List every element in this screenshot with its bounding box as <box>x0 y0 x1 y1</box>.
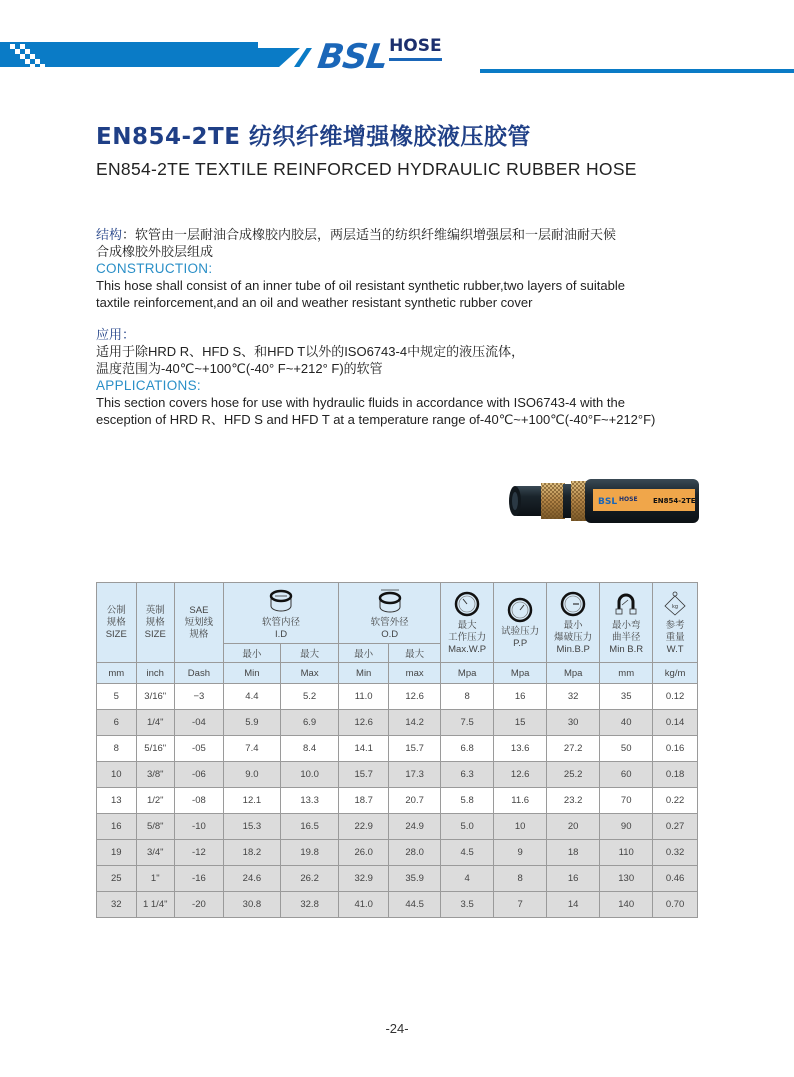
table-cell: 3.5 <box>441 892 494 918</box>
table-cell: 5 <box>97 684 137 710</box>
spec-table-body <box>97 684 698 918</box>
table-cell: 5.0 <box>441 814 494 840</box>
table-cell: 32 <box>97 892 137 918</box>
logo-bsl-text: BSL <box>315 37 390 77</box>
table-cell: 60 <box>600 762 653 788</box>
col-outer-diameter: 软管外径 O.D <box>339 583 441 644</box>
table-row <box>97 684 698 710</box>
checker-square <box>35 69 40 74</box>
table-cell: 8.4 <box>281 736 339 762</box>
table-cell: 25 <box>97 866 137 892</box>
table-cell: -08 <box>174 788 223 814</box>
table-row <box>97 788 698 814</box>
table-cell: 15.7 <box>389 736 441 762</box>
table-cell: 3/4" <box>136 840 174 866</box>
table-cell: 19 <box>97 840 137 866</box>
table-cell: 0.27 <box>653 814 698 840</box>
table-cell: 4.5 <box>441 840 494 866</box>
table-row <box>97 736 698 762</box>
table-cell: 7.5 <box>441 710 494 736</box>
table-row <box>97 892 698 918</box>
construction-label-en: CONSTRUCTION: <box>96 261 213 276</box>
table-cell: 12.6 <box>494 762 547 788</box>
table-cell: 110 <box>600 840 653 866</box>
table-cell: -06 <box>174 762 223 788</box>
table-cell: 4.4 <box>223 684 280 710</box>
unit-cell: max <box>389 663 441 684</box>
table-cell: 130 <box>600 866 653 892</box>
table-cell: 7 <box>494 892 547 918</box>
subheader-od-max: 最大 <box>389 644 441 663</box>
table-cell: 24.9 <box>389 814 441 840</box>
table-cell: 32.8 <box>281 892 339 918</box>
table-cell: −3 <box>174 684 223 710</box>
col-size-inch: 英制 规格 SIZE <box>136 583 174 663</box>
table-cell: 25.2 <box>547 762 600 788</box>
table-cell: 0.12 <box>653 684 698 710</box>
unit-cell: Min <box>223 663 280 684</box>
table-cell: 5.9 <box>223 710 280 736</box>
page-number: -24- <box>385 1021 409 1036</box>
table-cell: 5/16" <box>136 736 174 762</box>
table-cell: 1 1/4" <box>136 892 174 918</box>
table-cell: 10.0 <box>281 762 339 788</box>
table-cell: 19.8 <box>281 840 339 866</box>
page-title-cn: EN854-2TE 纺织纤维增强橡胶液压胶管 <box>96 124 531 150</box>
table-cell: 6.3 <box>441 762 494 788</box>
table-cell: 17.3 <box>389 762 441 788</box>
table-cell: 70 <box>600 788 653 814</box>
col-inner-diameter: 软管内径 I.D <box>223 583 338 644</box>
spec-table <box>96 582 698 918</box>
table-cell: 15 <box>494 710 547 736</box>
table-row <box>97 762 698 788</box>
table-cell: 6.9 <box>281 710 339 736</box>
table-cell: 50 <box>600 736 653 762</box>
svg-text:BSL: BSL <box>598 497 618 507</box>
unit-cell: mm <box>600 663 653 684</box>
unit-cell: Mpa <box>441 663 494 684</box>
table-cell: 16.5 <box>281 814 339 840</box>
table-cell: 9 <box>494 840 547 866</box>
table-cell: -05 <box>174 736 223 762</box>
applications-text-cn-1: 适用于除HRD R、HFD S、和HFD T以外的ISO6743-4中规定的液压流体， <box>96 344 525 359</box>
table-cell: 12.1 <box>223 788 280 814</box>
table-cell: 3/16" <box>136 684 174 710</box>
table-cell: 5.2 <box>281 684 339 710</box>
header-rule <box>480 69 794 73</box>
construction-label-cn: 结构 <box>96 227 123 242</box>
table-cell: 5/8" <box>136 814 174 840</box>
table-cell: 27.2 <box>547 736 600 762</box>
pressure-gauge-icon <box>507 597 533 623</box>
applications-label-cn: 应用： <box>96 327 136 342</box>
unit-cell: Max <box>281 663 339 684</box>
subheader-id-max: 最大 <box>281 644 339 663</box>
table-cell: 5.8 <box>441 788 494 814</box>
table-cell: 10 <box>97 762 137 788</box>
table-cell: 8 <box>441 684 494 710</box>
table-cell: 14 <box>547 892 600 918</box>
col-weight: kg 参考 重量 W.T <box>653 583 698 663</box>
table-cell: 41.0 <box>339 892 389 918</box>
table-cell: 0.22 <box>653 788 698 814</box>
unit-cell: kg/m <box>653 663 698 684</box>
table-cell: 1/4" <box>136 710 174 736</box>
table-cell: 14.1 <box>339 736 389 762</box>
checker-pattern <box>10 44 60 74</box>
table-cell: 30 <box>547 710 600 736</box>
construction-text-en-2: taxtile reinforcement,and an oil and weather resistant synthetic rubber cover <box>96 295 533 310</box>
table-cell: 11.6 <box>494 788 547 814</box>
brand-logo <box>315 36 442 77</box>
table-cell: 40 <box>600 710 653 736</box>
col-proof-pressure: 试验压力 P.P <box>494 583 547 663</box>
col-max-working-pressure: 最大 工作压力 Max.W.P <box>441 583 494 663</box>
table-row <box>97 840 698 866</box>
units-row <box>97 663 698 684</box>
table-cell: 3/8" <box>136 762 174 788</box>
unit-cell: Mpa <box>494 663 547 684</box>
applications-text-cn-2: 温度范围为-40℃~+100℃(-40° F~+212° F)的软管 <box>96 361 383 376</box>
table-cell: 0.18 <box>653 762 698 788</box>
table-cell: 16 <box>494 684 547 710</box>
bend-radius-icon <box>613 591 639 617</box>
unit-cell: mm <box>97 663 137 684</box>
table-cell: 23.2 <box>547 788 600 814</box>
table-cell: 16 <box>97 814 137 840</box>
table-cell: 14.2 <box>389 710 441 736</box>
construction-text-cn-1: ：软管由一层耐油合成橡胶内胶层，两层适当的纺织纤维编织增强层和一层耐油耐天候 <box>122 227 617 242</box>
construction-section <box>96 226 625 311</box>
table-cell: 4 <box>441 866 494 892</box>
applications-text-en-1: This section covers hose for use with hydraulic fluids in accordance with ISO6743-4 with the <box>96 395 625 410</box>
table-cell: 32 <box>547 684 600 710</box>
table-cell: 6.8 <box>441 736 494 762</box>
table-cell: 20 <box>547 814 600 840</box>
table-cell: 16 <box>547 866 600 892</box>
pressure-gauge-icon <box>560 591 586 617</box>
table-cell: -16 <box>174 866 223 892</box>
col-min-burst-pressure: 最小 爆破压力 Min.B.P <box>547 583 600 663</box>
table-cell: 15.7 <box>339 762 389 788</box>
table-cell: 18.2 <box>223 840 280 866</box>
col-size-mm: 公制 规格 SIZE <box>97 583 137 663</box>
col-min-bend-radius: 最小弯 曲半径 Min B.R <box>600 583 653 663</box>
col-sae-dash: SAE 短划线 规格 <box>174 583 223 663</box>
table-cell: 13.6 <box>494 736 547 762</box>
table-cell: 13 <box>97 788 137 814</box>
table-cell: 22.9 <box>339 814 389 840</box>
table-cell: 20.7 <box>389 788 441 814</box>
table-row <box>97 866 698 892</box>
table-cell: 35 <box>600 684 653 710</box>
subheader-od-min: 最小 <box>339 644 389 663</box>
construction-text-en-1: This hose shall consist of an inner tube of oil resistant synthetic rubber,two layers of suitable <box>96 278 625 293</box>
hose-product-image <box>505 476 703 524</box>
applications-text-en-2: esception of HRD R、HFD S and HFD T at a temperature range of-40℃~+100℃(-40°F~+212°F) <box>96 412 656 427</box>
table-cell: 90 <box>600 814 653 840</box>
weight-icon <box>662 591 688 617</box>
unit-cell: inch <box>136 663 174 684</box>
applications-section <box>96 326 655 428</box>
table-cell: 1/2" <box>136 788 174 814</box>
unit-cell: Dash <box>174 663 223 684</box>
construction-text-cn-2: 合成橡胶外胶层组成 <box>96 244 214 259</box>
table-cell: 12.6 <box>389 684 441 710</box>
table-cell: 140 <box>600 892 653 918</box>
unit-cell: Min <box>339 663 389 684</box>
table-cell: -20 <box>174 892 223 918</box>
table-cell: 1" <box>136 866 174 892</box>
table-cell: 15.3 <box>223 814 280 840</box>
table-cell: 0.32 <box>653 840 698 866</box>
table-cell: 13.3 <box>281 788 339 814</box>
svg-text:kg: kg <box>672 604 679 610</box>
band-text: EN854-2TE <box>653 497 696 505</box>
table-cell: 35.9 <box>389 866 441 892</box>
table-cell: 7.4 <box>223 736 280 762</box>
unit-cell: Mpa <box>547 663 600 684</box>
outer-diameter-icon <box>377 588 403 614</box>
table-cell: -04 <box>174 710 223 736</box>
table-cell: 12.6 <box>339 710 389 736</box>
applications-label-en: APPLICATIONS: <box>96 378 201 393</box>
table-cell: 0.16 <box>653 736 698 762</box>
table-cell: 44.5 <box>389 892 441 918</box>
table-cell: 32.9 <box>339 866 389 892</box>
table-cell: 30.8 <box>223 892 280 918</box>
subheader-id-min: 最小 <box>223 644 280 663</box>
table-cell: 0.46 <box>653 866 698 892</box>
table-cell: 6 <box>97 710 137 736</box>
table-cell: 0.14 <box>653 710 698 736</box>
table-cell: 8 <box>97 736 137 762</box>
table-row <box>97 710 698 736</box>
logo-hose-text: HOSE <box>389 38 442 61</box>
table-cell: 26.0 <box>339 840 389 866</box>
checker-square <box>45 69 50 74</box>
table-cell: 11.0 <box>339 684 389 710</box>
table-cell: 9.0 <box>223 762 280 788</box>
table-cell: -12 <box>174 840 223 866</box>
table-cell: 18.7 <box>339 788 389 814</box>
table-cell: 0.70 <box>653 892 698 918</box>
pressure-gauge-icon <box>454 591 480 617</box>
table-cell: 28.0 <box>389 840 441 866</box>
table-cell: -10 <box>174 814 223 840</box>
table-cell: 8 <box>494 866 547 892</box>
table-cell: 18 <box>547 840 600 866</box>
table-cell: 24.6 <box>223 866 280 892</box>
inner-diameter-icon <box>268 588 294 614</box>
table-cell: 26.2 <box>281 866 339 892</box>
svg-text:HOSE: HOSE <box>619 496 638 503</box>
table-row <box>97 814 698 840</box>
table-cell: 10 <box>494 814 547 840</box>
page-title-en: EN854-2TE TEXTILE REINFORCED HYDRAULIC RUBBER HOSE <box>96 159 637 179</box>
